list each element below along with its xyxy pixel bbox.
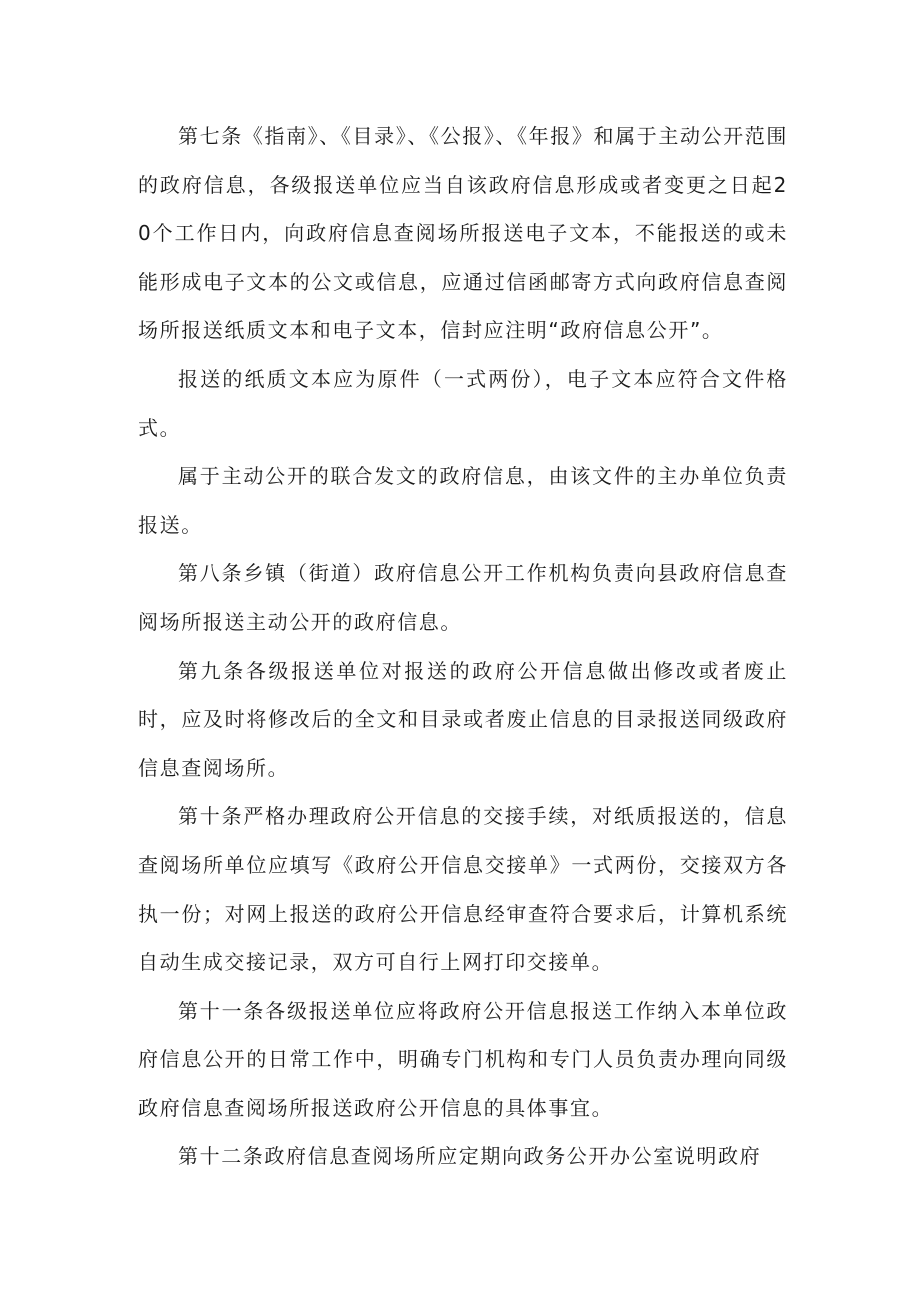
paragraph-article-8: 第八条乡镇（街道）政府信息公开工作机构负责向县政府信息查阅场所报送主动公开的政府信息。 bbox=[138, 561, 788, 634]
paragraph-paper-text-requirement: 报送的纸质文本应为原件（一式两份），电子文本应符合文件格式。 bbox=[138, 366, 788, 440]
paragraph-article-10: 第十条严格办理政府公开信息的交接手续，对纸质报送的，信息查阅场所单位应填写《政府公开信息交接单》一式两份，交接双方各执一份；对网上报送的政府公开信息经审查符合要求后，计算机系统自动生成交接记录，双方可自行上网打印交接单。 bbox=[138, 804, 788, 975]
paragraph-article-9: 第九条各级报送单位对报送的政府公开信息做出修改或者废止时，应及时将修改后的全文和目录或者废止信息的目录报送同级政府信息查阅场所。 bbox=[138, 658, 788, 780]
document-page bbox=[138, 112, 788, 1181]
paragraph-joint-document: 属于主动公开的联合发文的政府信息，由该文件的主办单位负责报送。 bbox=[138, 464, 788, 537]
paragraph-article-7: 第七条《指南》、《目录》、《公报》、《年报》和属于主动公开范围的政府信息，各级报送单位应当自该政府信息形成或者变更之日起20个工作日内，向政府信息查阅场所报送电子文本，不能报送的或未能形成电子文本的公文或信息，应通过信函邮寄方式向政府信息查阅场所报送纸质文本和电子文本，信封应注明“政府信息公开”。 bbox=[138, 124, 788, 343]
paragraph-article-11: 第十一条各级报送单位应将政府公开信息报送工作纳入本单位政府信息公开的日常工作中，明确专门机构和专门人员负责办理向同级政府信息查阅场所报送政府公开信息的具体事宜。 bbox=[138, 998, 788, 1120]
paragraph-article-12: 第十二条政府信息查阅场所应定期向政务公开办公室说明政府 bbox=[178, 1144, 762, 1169]
